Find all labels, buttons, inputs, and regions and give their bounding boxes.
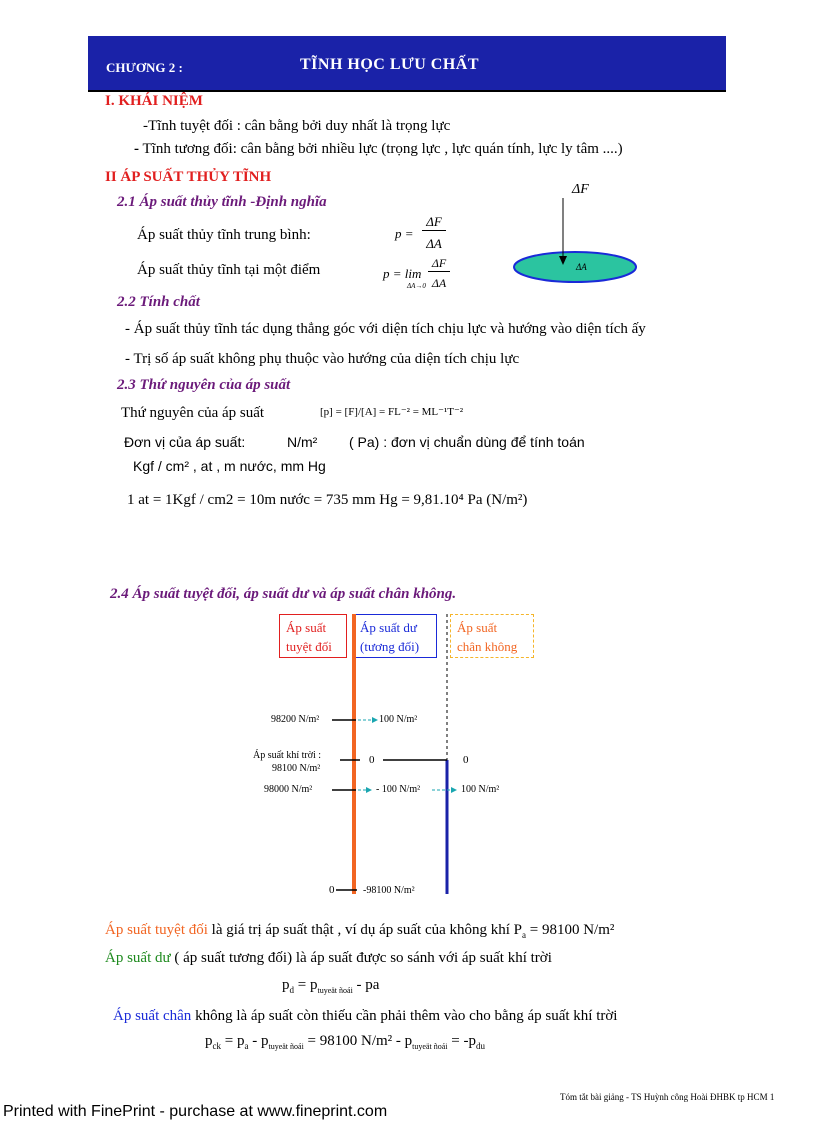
footer-note: Tóm tắt bài giảng - TS Huỳnh công Hoài ĐHBK tp HCM 1 xyxy=(560,1092,775,1102)
unit-label: Đơn vị của áp suất: xyxy=(124,434,246,450)
formula-pck xyxy=(205,1033,485,1051)
other-units: Kgf / cm² , at , m nước, mm Hg xyxy=(133,458,326,474)
box-abs-line2: tuyệt đối xyxy=(286,639,332,654)
pck-p: p xyxy=(205,1033,213,1049)
pd-sub2: tuyeät ñoái xyxy=(317,986,353,995)
pd-p: p xyxy=(282,977,290,993)
label-98200: 98200 N/m² xyxy=(271,714,320,725)
formula-eq: = xyxy=(404,226,414,241)
printed-with-fineprint: Printed with FinePrint - purchase at www.fineprint.com xyxy=(3,1103,388,1120)
formula-den: ΔA xyxy=(426,236,442,251)
dimension-label: Thứ nguyên của áp suất xyxy=(121,405,265,421)
formula-lim: lim xyxy=(404,266,422,281)
formula-den2: ΔA xyxy=(431,276,447,290)
subsection-2-1: 2.1 Áp suất thủy tĩnh -Định nghĩa xyxy=(117,194,327,210)
subsection-2-3: 2.3 Thứ nguyên của áp suất xyxy=(117,377,291,393)
label-gauge-bottom: -98100 N/m² xyxy=(363,885,415,896)
conversion-line: 1 at = 1Kgf / cm2 = 10m nước = 735 mm Hg = 9,81.10⁴ Pa (N/m²) xyxy=(127,492,528,508)
pck-sub-t: tuyeät ñoái xyxy=(268,1042,304,1051)
label-atm-1: Áp suất khí trời : xyxy=(253,750,322,761)
subsection-2-4: 2.4 Áp suất tuyệt đối, áp suất dư và áp suất chân không. xyxy=(110,586,457,602)
label-98000: 98000 N/m² xyxy=(264,784,313,795)
point-pressure-label: Áp suất thủy tĩnh tại một điểm xyxy=(137,262,321,278)
pd-sub: d xyxy=(289,985,294,995)
def-vac-term: Áp suất chân xyxy=(113,1008,192,1024)
pck-sub-du: du xyxy=(475,1041,485,1051)
def-vacuum xyxy=(113,1008,617,1025)
section1-heading: I. KHÁI NIỆM xyxy=(105,93,203,109)
section1-line2-bullet: - Tĩnh tương đối: cân bằng bởi nhiều lực (trọng lực , lực quán tính, lực ly tâm ....) xyxy=(134,141,623,157)
pck-sub-t2: tuyeät ñoái xyxy=(412,1042,448,1051)
def-abs-sub: a xyxy=(522,930,527,940)
unit-nm2: N/m² xyxy=(287,434,318,450)
def-abs-term: Áp suất tuyệt đối xyxy=(105,922,208,938)
label-vacuum-zero: 0 xyxy=(463,754,469,766)
property-1: - Áp suất thủy tĩnh tác dụng thẳng góc với diện tích chịu lực và hướng vào diện tích ấy xyxy=(125,321,646,337)
def-vac-rest: không là áp suất còn thiếu cần phải thêm vào cho bằng áp suất khí trời xyxy=(191,1008,618,1024)
label-atm-2: 98100 N/m² xyxy=(272,763,321,774)
def-gauge-term: Áp suất dư xyxy=(105,950,171,966)
def-abs-val: = 98100 N/m² xyxy=(526,922,615,938)
formula-lim-sub: ΔA→0 xyxy=(407,282,426,290)
pck-sub-a: a xyxy=(244,1041,249,1051)
label-vacuum-100: 100 N/m² xyxy=(461,784,500,795)
pd-mid: = p xyxy=(294,977,318,993)
def-gauge xyxy=(105,950,552,967)
unit-pa: ( Pa) : đơn vị chuẩn dùng để tính toán xyxy=(349,434,585,450)
section2-heading: II ÁP SUẤT THỦY TĨNH xyxy=(105,169,272,185)
chapter-number: CHƯƠNG 2 : xyxy=(106,60,183,75)
avg-pressure-label: Áp suất thủy tĩnh trung bình: xyxy=(137,227,311,243)
label-gauge-minus-100: - 100 N/m² xyxy=(376,784,421,795)
formula-p: p xyxy=(395,226,402,241)
pck-mid2: - p xyxy=(248,1033,269,1049)
chapter-title: TĨNH HỌC LƯU CHẤT xyxy=(300,56,480,73)
pck-sub: ck xyxy=(212,1041,221,1051)
formula-pd xyxy=(282,977,379,995)
box-gauge-line1: Áp suất dư xyxy=(360,620,417,635)
label-gauge-100: 100 N/m² xyxy=(379,714,418,725)
formula-num2: ΔF xyxy=(428,256,450,272)
arrowhead-gauge-minus xyxy=(366,787,372,793)
box-vac-line2: chân không xyxy=(457,639,518,654)
box-vac-line1: Áp suất xyxy=(457,620,498,635)
section1-line2: Tĩnh tương đối: cân bằng bởi nhiều lực (trọng lực , lực quán tính, lực ly tâm ....) xyxy=(142,141,623,157)
pck-mid1: = p xyxy=(221,1033,245,1049)
force-label: ΔF xyxy=(572,182,589,197)
formula-p2: p xyxy=(383,266,390,281)
property-2: - Trị số áp suất không phụ thuộc vào hướng của diện tích chịu lực xyxy=(125,351,520,367)
def-absolute xyxy=(105,922,614,940)
box-abs-line1: Áp suất xyxy=(286,620,327,635)
pd-end: - pa xyxy=(352,977,380,993)
formula-eq2: = xyxy=(392,266,402,281)
area-label: ΔA xyxy=(576,262,587,272)
def-gauge-rest: ( áp suất tương đối) là áp suất được so sánh với áp suất khí trời xyxy=(170,950,552,966)
formula-num: ΔF xyxy=(422,214,446,231)
dimension-formula: [p] = [F]/[A] = FL⁻² = ML⁻¹T⁻² xyxy=(320,406,464,418)
pck-mid3: = 98100 N/m² - p xyxy=(303,1033,413,1049)
label-gauge-zero: 0 xyxy=(369,754,375,766)
arrowhead-gauge-plus xyxy=(372,717,378,723)
arrowhead-vacuum xyxy=(451,787,457,793)
def-abs-rest: là giá trị áp suất thật , ví dụ áp suất của không khí P xyxy=(207,922,523,938)
section1-line1: -Tĩnh tuyệt đối : cân bằng bởi duy nhất là trọng lực xyxy=(143,118,451,134)
subsection-2-2: 2.2 Tính chất xyxy=(117,294,200,310)
box-gauge-line2: (tương đối) xyxy=(360,639,420,654)
pck-end: = -p xyxy=(447,1033,476,1049)
label-abs-zero: 0 xyxy=(329,884,335,896)
